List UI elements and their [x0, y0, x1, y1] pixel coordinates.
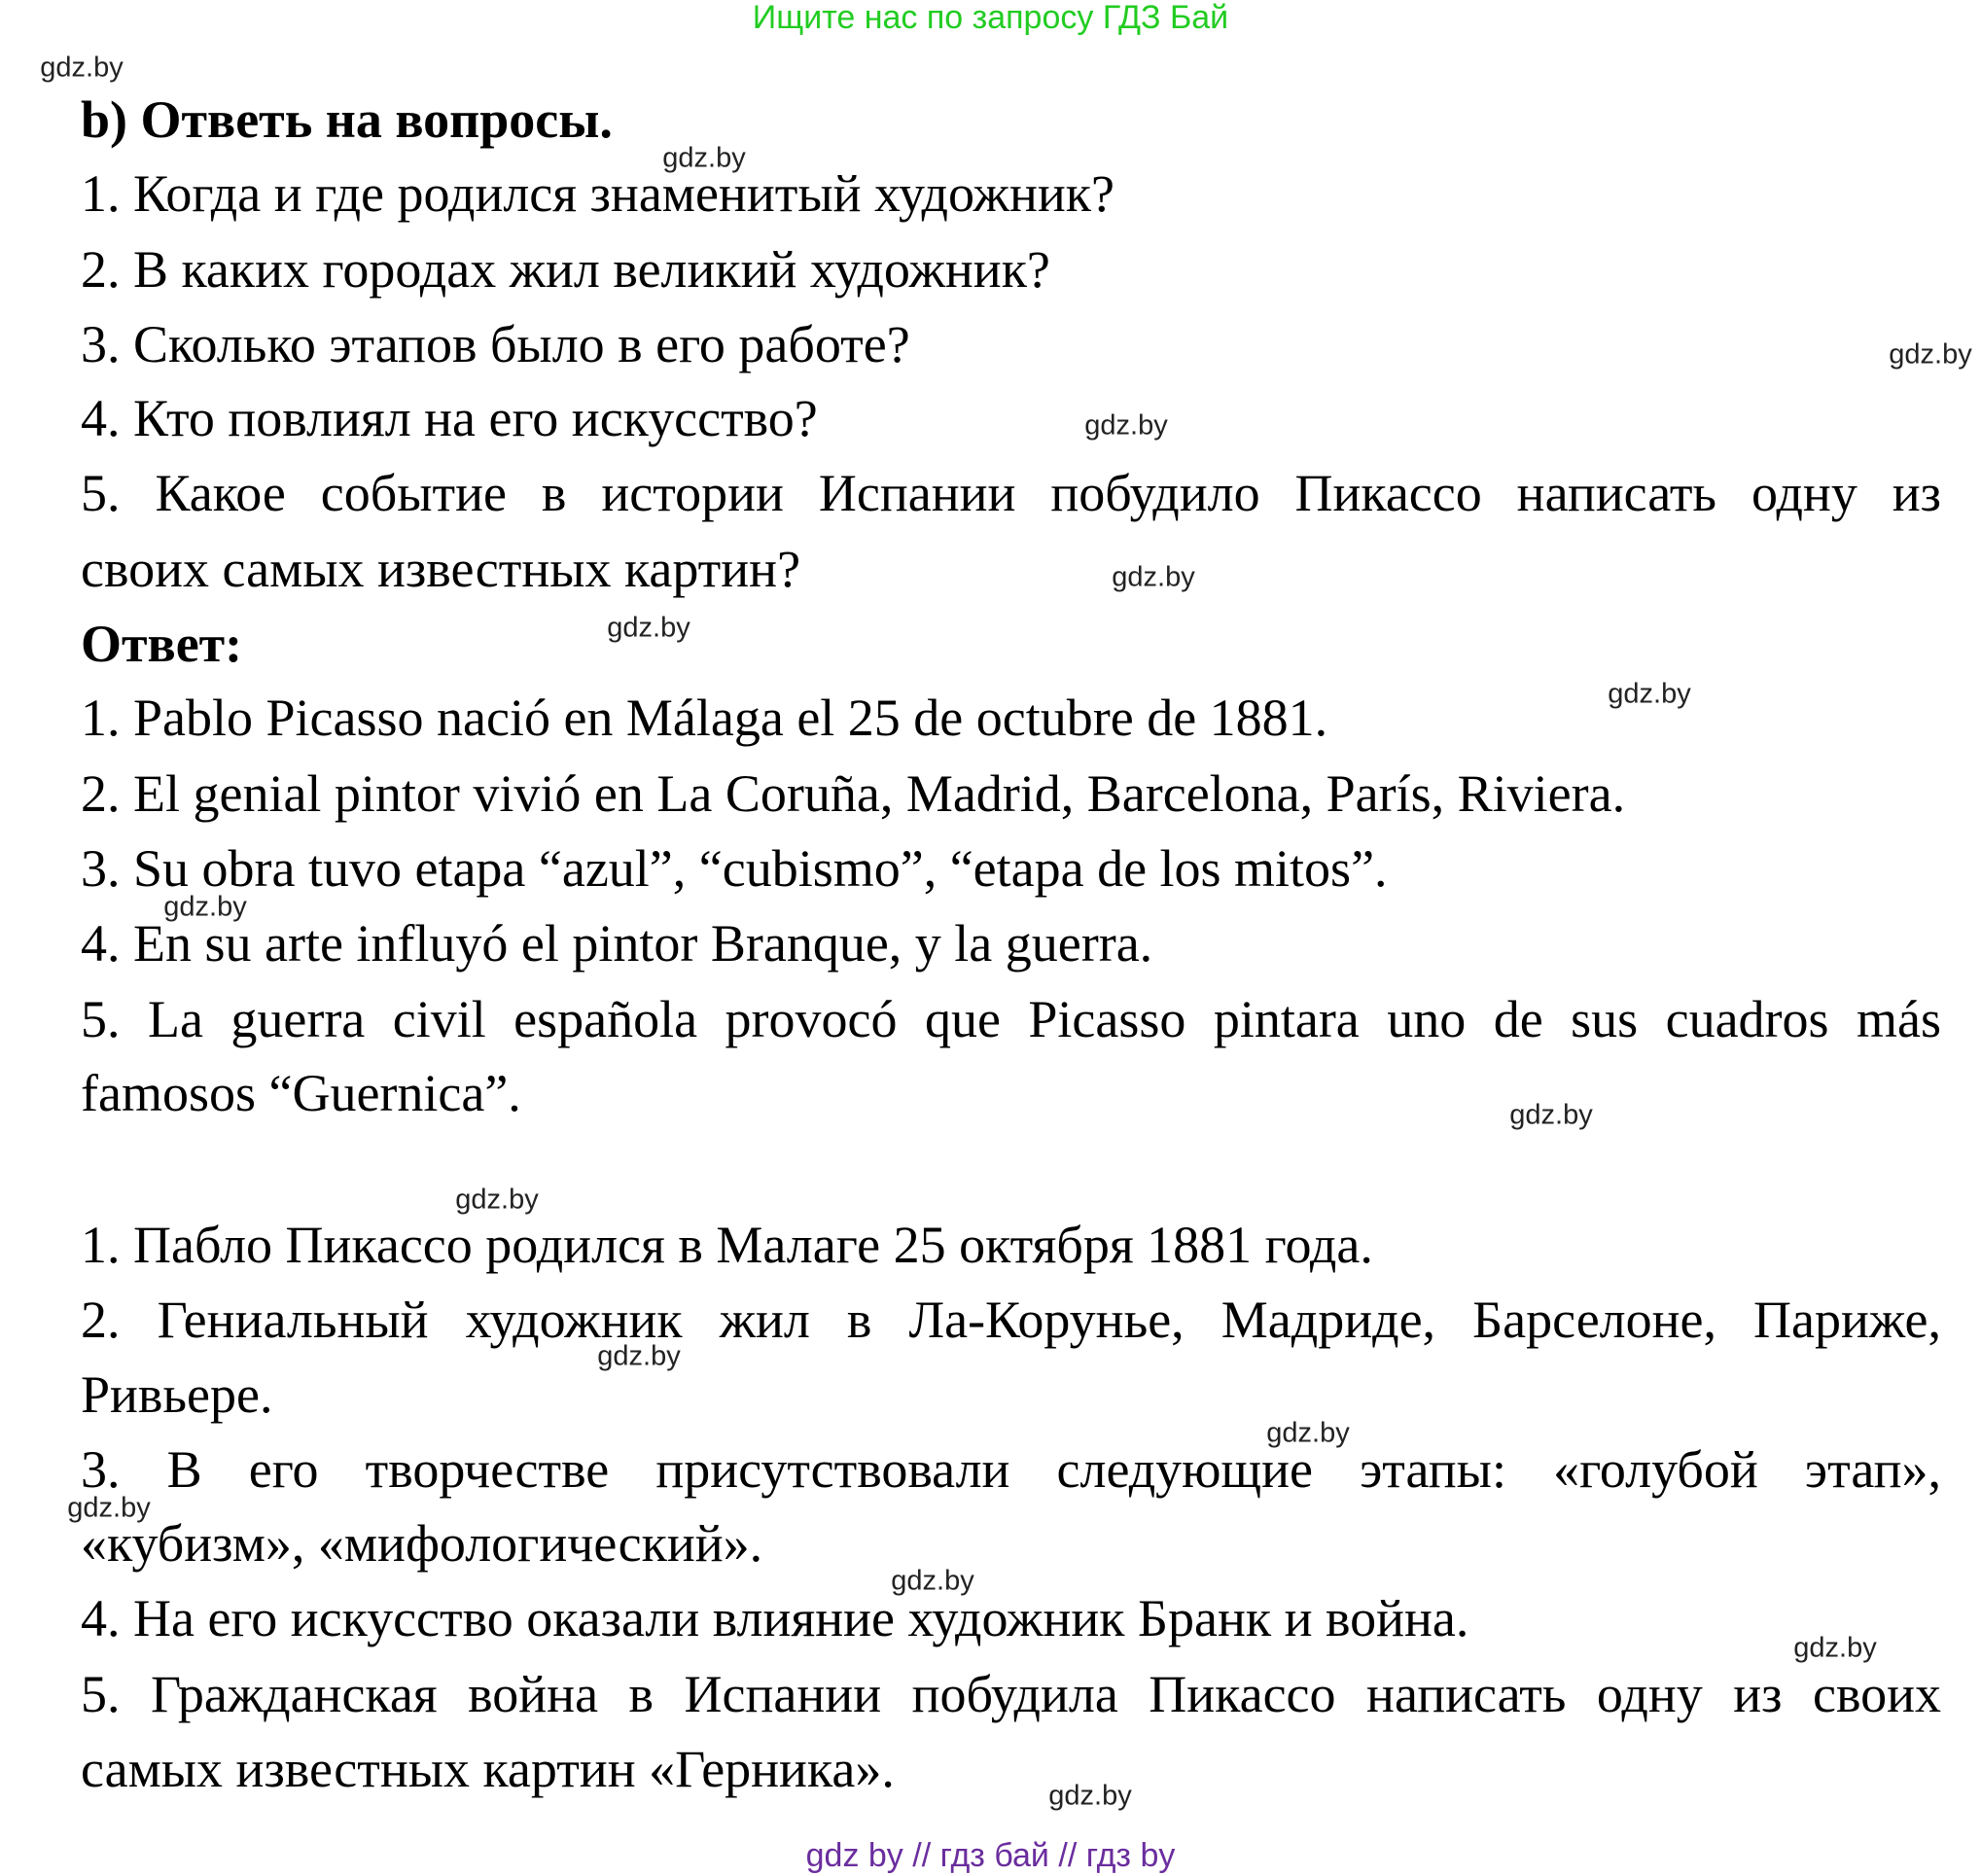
answer-es-4: 4. En su arte influyó el pintor Branque, y la guerra.	[81, 914, 1153, 973]
question-5-continued: своих самых известных картин?	[81, 540, 801, 598]
watermark: gdz.by	[662, 142, 746, 174]
answer-ru-5-continued: самых известных картин «Герника».	[81, 1740, 895, 1798]
watermark: gdz.by	[1793, 1632, 1877, 1664]
question-4: 4. Кто повлиял на его искусство?	[81, 389, 818, 447]
watermark: gdz.by	[1048, 1780, 1132, 1812]
answer-es-3: 3. Su obra tuvo etapa “azul”, “cubismo”, “etapa de los mitos”.	[81, 839, 1388, 898]
answer-es-5: 5. La guerra civil española provocó que Picasso pintara uno de sus cuadros más	[81, 990, 1941, 1048]
answer-ru-3: 3. В его творчестве присутствовали следующие этапы: «голубой этап»,	[81, 1440, 1941, 1499]
answer-es-5-continued: famosos “Guernica”.	[81, 1064, 521, 1122]
watermark: gdz.by	[1084, 409, 1168, 442]
exercise-title: b) Ответь на вопросы.	[81, 90, 613, 149]
search-hint-banner: Ищите нас по запросу ГДЗ Бай	[752, 0, 1229, 36]
watermark: gdz.by	[1266, 1417, 1350, 1449]
question-3: 3. Сколько этапов было в его работе?	[81, 315, 910, 373]
question-2: 2. В каких городах жил великий художник?	[81, 240, 1050, 299]
answer-ru-2-continued: Ривьере.	[81, 1365, 273, 1424]
answer-ru-4: 4. На его искусство оказали влияние художник Бранк и война.	[81, 1589, 1469, 1647]
question-5: 5. Какое событие в истории Испании побудило Пикассо написать одну из	[81, 464, 1941, 522]
answer-es-1: 1. Pablo Picasso nació en Málaga el 25 de octubre de 1881.	[81, 689, 1328, 747]
answer-ru-1: 1. Пабло Пикассо родился в Малаге 25 октября 1881 года.	[81, 1216, 1373, 1274]
watermark: gdz.by	[1509, 1099, 1593, 1131]
watermark: gdz.by	[1112, 561, 1195, 593]
watermark: gdz.by	[40, 52, 124, 84]
watermark: gdz.by	[597, 1340, 681, 1372]
question-1: 1. Когда и где родился знаменитый художник?	[81, 164, 1114, 223]
answer-ru-3-continued: «кубизм», «мифологический».	[81, 1514, 763, 1573]
answer-ru-5: 5. Гражданская война в Испании побудила Пикассо написать одну из своих	[81, 1665, 1941, 1723]
watermark: gdz.by	[1889, 338, 1972, 371]
watermark: gdz.by	[891, 1565, 974, 1597]
answer-ru-2: 2. Гениальный художник жил в Ла-Корунье, Мадриде, Барселоне, Париже,	[81, 1291, 1941, 1349]
answer-heading: Ответ:	[81, 615, 243, 673]
answer-es-2: 2. El genial pintor vivió en La Coruña, Madrid, Barcelona, París, Riviera.	[81, 764, 1626, 823]
footer-links: gdz by // гдз бай // гдз by	[805, 1837, 1176, 1874]
watermark: gdz.by	[67, 1492, 151, 1524]
watermark: gdz.by	[163, 891, 247, 923]
watermark: gdz.by	[607, 612, 690, 644]
watermark: gdz.by	[1608, 678, 1691, 710]
watermark: gdz.by	[455, 1184, 539, 1216]
